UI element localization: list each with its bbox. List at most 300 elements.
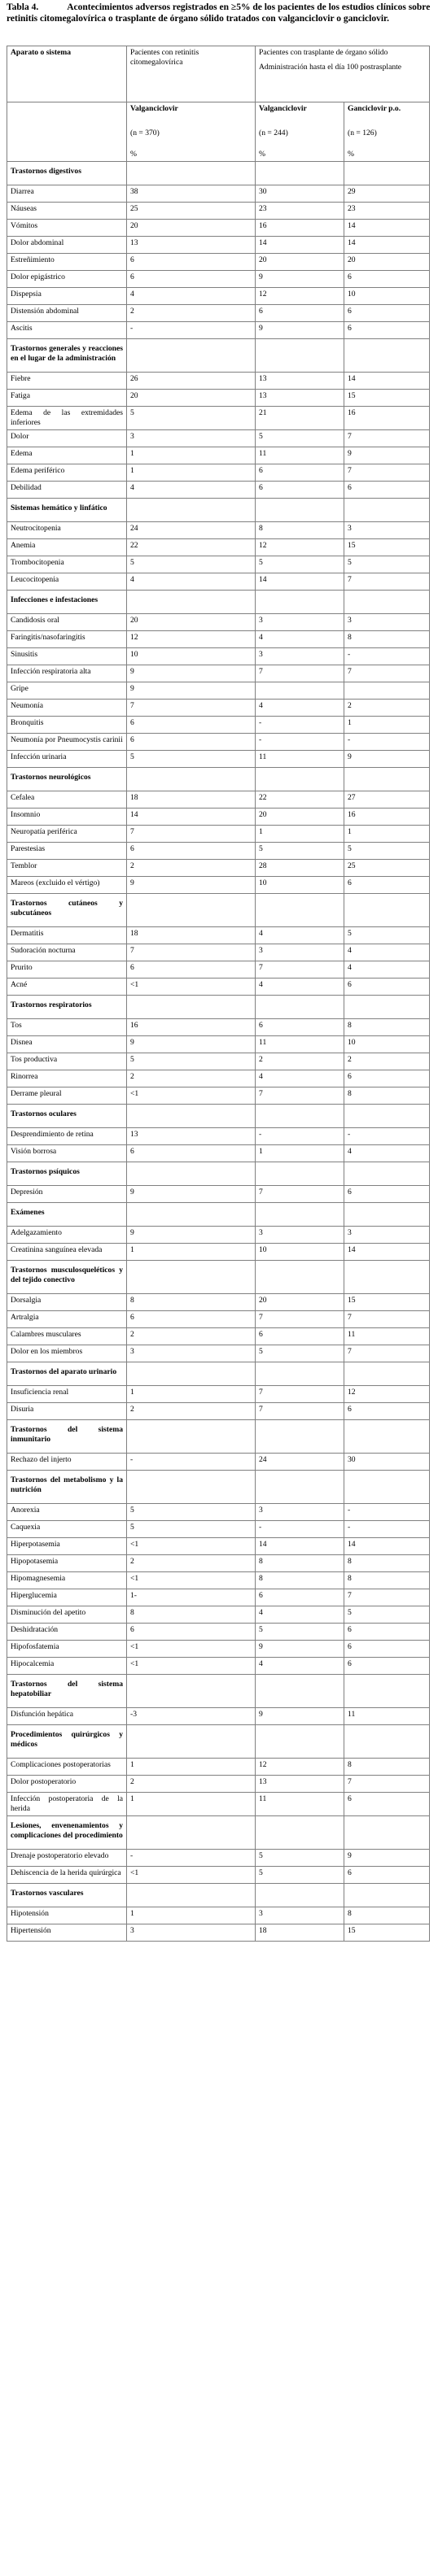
table-row — [7, 979, 430, 996]
percent-value-cell: 1 — [256, 1145, 344, 1162]
category-title: Trastornos del metabolismo y la nutrición — [7, 1471, 127, 1504]
adverse-event-term: Infección urinaria — [7, 751, 127, 768]
adverse-event-term: Hiperglucemia — [7, 1589, 127, 1606]
percent-value-cell: 4 — [256, 927, 344, 944]
table-row — [7, 1070, 430, 1087]
adverse-event-term: Dermatitis — [7, 927, 127, 944]
adverse-event-term: Desprendimiento de retina — [7, 1128, 127, 1145]
percent-value-cell: 9 — [344, 447, 430, 464]
percent-value-cell: 12 — [127, 631, 256, 648]
table-row — [7, 288, 430, 305]
adverse-event-term: Candidosis oral — [7, 614, 127, 631]
table-row — [7, 1454, 430, 1471]
percent-value-cell: 4 — [127, 288, 256, 305]
percent-value-cell: 7 — [127, 826, 256, 843]
category-title: Lesiones, envenenamientos y complicaciones del procedimiento — [7, 1816, 127, 1850]
adverse-event-term: Caquexia — [7, 1521, 127, 1538]
percent-value-cell: 4 — [256, 700, 344, 717]
percent-value-cell: - — [256, 717, 344, 734]
table-row — [7, 665, 430, 682]
percent-value-cell: 9 — [256, 1708, 344, 1725]
percent-value-cell: 10 — [256, 877, 344, 894]
percent-value-cell: - — [344, 734, 430, 751]
header-drug-unit: % — [348, 150, 354, 159]
percent-value-cell: 6 — [344, 1624, 430, 1641]
category-empty-cell — [344, 1162, 430, 1186]
adverse-event-term: Hipomagnesemia — [7, 1572, 127, 1589]
percent-value-cell: 18 — [127, 791, 256, 809]
percent-value-cell: 4 — [344, 961, 430, 979]
percent-value-cell: 16 — [344, 809, 430, 826]
category-title: Trastornos generales y reacciones en el lugar de la administración — [7, 339, 127, 373]
percent-value-cell: 20 — [344, 254, 430, 271]
adverse-event-term: Creatinina sanguínea elevada — [7, 1244, 127, 1261]
table-row — [7, 1759, 430, 1776]
percent-value-cell: 18 — [256, 1924, 344, 1942]
percent-value-cell: - — [127, 1454, 256, 1471]
category-empty-cell — [256, 591, 344, 614]
percent-value-cell: - — [127, 322, 256, 339]
percent-value-cell: 5 — [127, 751, 256, 768]
percent-value-cell: 6 — [344, 1403, 430, 1420]
adverse-event-term: Neuropatía periférica — [7, 826, 127, 843]
table-row — [7, 556, 430, 573]
category-empty-cell — [256, 499, 344, 522]
category-title: Trastornos vasculares — [7, 1884, 127, 1907]
adverse-events-table — [7, 46, 430, 1942]
percent-value-cell: 5 — [344, 927, 430, 944]
percent-value-cell: - — [344, 1521, 430, 1538]
table-row — [7, 927, 430, 944]
percent-value-cell: 6 — [127, 1624, 256, 1641]
percent-value-cell: 6 — [344, 979, 430, 996]
percent-value-cell: <1 — [127, 1658, 256, 1675]
percent-value-cell: 9 — [344, 751, 430, 768]
category-empty-cell — [127, 339, 256, 373]
percent-value-cell: 3 — [256, 1907, 344, 1924]
category-empty-cell — [256, 894, 344, 927]
percent-value-cell: 7 — [256, 1403, 344, 1420]
category-empty-cell — [344, 1471, 430, 1504]
category-empty-cell — [127, 1884, 256, 1907]
percent-value-cell: 4 — [344, 1145, 430, 1162]
percent-value-cell: 7 — [344, 573, 430, 591]
table-row — [7, 1294, 430, 1311]
table-row — [7, 464, 430, 482]
table-row — [7, 1128, 430, 1145]
percent-value-cell: 6 — [344, 482, 430, 499]
adverse-event-term: Trombocitopenia — [7, 556, 127, 573]
table-row — [7, 682, 430, 700]
table-row — [7, 1867, 430, 1884]
table-row — [7, 1708, 430, 1725]
percent-value-cell: 6 — [256, 305, 344, 322]
percent-value-cell: - — [256, 1521, 344, 1538]
category-empty-cell — [344, 894, 430, 927]
table-row — [7, 1328, 430, 1345]
table-row — [7, 1572, 430, 1589]
table-row — [7, 373, 430, 390]
category-empty-cell — [256, 1420, 344, 1454]
category-title: Trastornos respiratorios — [7, 996, 127, 1019]
percent-value-cell: 5 — [256, 430, 344, 447]
percent-value-cell: 14 — [344, 1538, 430, 1555]
table-row — [7, 1186, 430, 1203]
table-body — [7, 162, 430, 1942]
percent-value-cell: 8 — [127, 1294, 256, 1311]
category-empty-cell — [344, 499, 430, 522]
percent-value-cell: 5 — [256, 1345, 344, 1362]
adverse-event-term: Tos — [7, 1019, 127, 1036]
percent-value-cell: 4 — [256, 1606, 344, 1624]
percent-value-cell: 16 — [256, 220, 344, 237]
percent-value-cell: 13 — [256, 1776, 344, 1793]
adverse-event-term: Prurito — [7, 961, 127, 979]
adverse-event-term: Dolor epigástrico — [7, 271, 127, 288]
percent-value-cell: 2 — [256, 1053, 344, 1070]
percent-value-cell: 6 — [127, 254, 256, 271]
percent-value-cell: 6 — [127, 1145, 256, 1162]
category-empty-cell — [344, 768, 430, 791]
percent-value-cell: 7 — [344, 665, 430, 682]
table-row — [7, 522, 430, 539]
percent-value-cell: 1 — [256, 826, 344, 843]
category-row — [7, 1471, 430, 1504]
percent-value-cell: 7 — [256, 1087, 344, 1105]
table-row — [7, 734, 430, 751]
percent-value-cell: 4 — [256, 631, 344, 648]
percent-value-cell: 6 — [256, 1328, 344, 1345]
adverse-event-term: Neumonía por Pneumocystis carinii — [7, 734, 127, 751]
category-row — [7, 1261, 430, 1294]
percent-value-cell: 2 — [127, 1070, 256, 1087]
header-drug-n: (n = 244) — [259, 129, 288, 137]
percent-value-cell: 8 — [344, 1907, 430, 1924]
table-row — [7, 1311, 430, 1328]
percent-value-cell: 5 — [344, 556, 430, 573]
adverse-event-term: Debilidad — [7, 482, 127, 499]
category-empty-cell — [256, 996, 344, 1019]
percent-value-cell: 7 — [127, 700, 256, 717]
category-row — [7, 1420, 430, 1454]
adverse-event-term: Drenaje postoperatorio elevado — [7, 1850, 127, 1867]
percent-value-cell: 3 — [256, 1227, 344, 1244]
category-empty-cell — [256, 162, 344, 185]
adverse-event-term: Dispepsia — [7, 288, 127, 305]
adverse-event-term: Edema — [7, 447, 127, 464]
table-caption — [7, 2, 431, 24]
adverse-event-term: Vómitos — [7, 220, 127, 237]
percent-value-cell: 22 — [256, 791, 344, 809]
category-title: Trastornos oculares — [7, 1105, 127, 1128]
header-cmv-group-label: Pacientes con retinitis citomegalovírica — [130, 48, 199, 67]
category-title: Trastornos neurológicos — [7, 768, 127, 791]
adverse-event-term: Fatiga — [7, 390, 127, 407]
percent-value-cell: 4 — [127, 482, 256, 499]
percent-value-cell: 6 — [127, 961, 256, 979]
table-row — [7, 220, 430, 237]
percent-value-cell: 12 — [256, 539, 344, 556]
adverse-event-term: Infección respiratoria alta — [7, 665, 127, 682]
percent-value-cell: 14 — [344, 1244, 430, 1261]
adverse-event-term: Deshidratación — [7, 1624, 127, 1641]
adverse-event-term: Leucocitopenia — [7, 573, 127, 591]
percent-value-cell: 5 — [127, 1504, 256, 1521]
percent-value-cell: 12 — [256, 1759, 344, 1776]
percent-value-cell: 3 — [256, 648, 344, 665]
table-row — [7, 1403, 430, 1420]
percent-value-cell: 7 — [344, 1311, 430, 1328]
category-empty-cell — [127, 1420, 256, 1454]
percent-value-cell: 8 — [344, 1555, 430, 1572]
table-row — [7, 1924, 430, 1942]
percent-value-cell: 8 — [256, 1572, 344, 1589]
percent-value-cell: 1 — [344, 717, 430, 734]
percent-value-cell: 7 — [127, 944, 256, 961]
percent-value-cell: 6 — [256, 464, 344, 482]
percent-value-cell: 6 — [344, 305, 430, 322]
percent-value-cell: 20 — [256, 1294, 344, 1311]
percent-value-cell: 6 — [344, 1641, 430, 1658]
table-row — [7, 1606, 430, 1624]
percent-value-cell: 16 — [344, 407, 430, 430]
percent-value-cell: 9 — [127, 1186, 256, 1203]
table-row — [7, 447, 430, 464]
percent-value-cell: 1 — [127, 464, 256, 482]
percent-value-cell: 8 — [256, 522, 344, 539]
percent-value-cell: 28 — [256, 860, 344, 877]
table-row — [7, 1244, 430, 1261]
percent-value-cell: <1 — [127, 1867, 256, 1884]
adverse-event-term: Visión borrosa — [7, 1145, 127, 1162]
table-row — [7, 1087, 430, 1105]
adverse-event-term: Anemia — [7, 539, 127, 556]
table-row — [7, 322, 430, 339]
percent-value-cell: 3 — [344, 522, 430, 539]
percent-value-cell: 29 — [344, 185, 430, 203]
category-empty-cell — [344, 339, 430, 373]
category-empty-cell — [256, 1203, 344, 1227]
percent-value-cell: 23 — [256, 203, 344, 220]
percent-value-cell: 14 — [256, 237, 344, 254]
adverse-event-term: Hipertensión — [7, 1924, 127, 1942]
percent-value-cell: 4 — [256, 979, 344, 996]
table-row — [7, 539, 430, 556]
percent-value-cell: 1 — [127, 1386, 256, 1403]
category-empty-cell — [344, 1420, 430, 1454]
table-row — [7, 237, 430, 254]
percent-value-cell: 7 — [256, 961, 344, 979]
header-drug-2 — [256, 102, 344, 162]
percent-value-cell: 6 — [127, 717, 256, 734]
category-row — [7, 1675, 430, 1708]
category-row — [7, 339, 430, 373]
table-row — [7, 1624, 430, 1641]
category-empty-cell — [256, 1162, 344, 1186]
adverse-event-term: Edema periférico — [7, 464, 127, 482]
percent-value-cell: 2 — [127, 860, 256, 877]
percent-value-cell: 6 — [344, 322, 430, 339]
percent-value-cell: 5 — [127, 556, 256, 573]
adverse-event-term: Rechazo del injerto — [7, 1454, 127, 1471]
percent-value-cell: 2 — [344, 1053, 430, 1070]
category-empty-cell — [344, 1261, 430, 1294]
category-empty-cell — [127, 1816, 256, 1850]
percent-value-cell: <1 — [127, 1572, 256, 1589]
category-title: Trastornos del aparato urinario — [7, 1362, 127, 1386]
adverse-event-term: Artralgia — [7, 1311, 127, 1328]
table-row — [7, 1053, 430, 1070]
percent-value-cell: 25 — [127, 203, 256, 220]
adverse-event-term: Anorexia — [7, 1504, 127, 1521]
percent-value-cell: 12 — [256, 288, 344, 305]
header-system: Aparato o sistema — [7, 46, 127, 102]
percent-value-cell: 15 — [344, 390, 430, 407]
percent-value-cell: - — [344, 1128, 430, 1145]
percent-value-cell: 11 — [256, 751, 344, 768]
category-empty-cell — [127, 1261, 256, 1294]
adverse-event-term: Dehiscencia de la herida quirúrgica — [7, 1867, 127, 1884]
percent-value-cell: 26 — [127, 373, 256, 390]
percent-value-cell: 4 — [127, 573, 256, 591]
category-row — [7, 1203, 430, 1227]
category-empty-cell — [256, 1362, 344, 1386]
table-row — [7, 1504, 430, 1521]
adverse-event-term: Dolor postoperatorio — [7, 1776, 127, 1793]
percent-value-cell: 9 — [256, 322, 344, 339]
percent-value-cell: 2 — [127, 305, 256, 322]
percent-value-cell: 11 — [344, 1708, 430, 1725]
percent-value-cell: 6 — [127, 843, 256, 860]
category-title: Trastornos del sistema hepatobiliar — [7, 1675, 127, 1708]
percent-value-cell: 6 — [344, 877, 430, 894]
percent-value-cell: 10 — [344, 288, 430, 305]
header-sot-group — [256, 46, 430, 102]
percent-value-cell: 2 — [344, 700, 430, 717]
header-drug-name: Ganciclovir p.o. — [348, 104, 401, 113]
adverse-event-term: Tos productiva — [7, 1053, 127, 1070]
category-empty-cell — [127, 1471, 256, 1504]
category-title: Trastornos psíquicos — [7, 1162, 127, 1186]
category-empty-cell — [344, 996, 430, 1019]
percent-value-cell: 5 — [127, 1521, 256, 1538]
percent-value-cell: -3 — [127, 1708, 256, 1725]
percent-value-cell: 2 — [127, 1403, 256, 1420]
category-title: Infecciones e infestaciones — [7, 591, 127, 614]
percent-value-cell: 14 — [344, 237, 430, 254]
percent-value-cell: 9 — [127, 1227, 256, 1244]
category-row — [7, 768, 430, 791]
category-empty-cell — [344, 1816, 430, 1850]
adverse-event-term: Hipopotasemia — [7, 1555, 127, 1572]
table-row — [7, 961, 430, 979]
percent-value-cell: 3 — [256, 614, 344, 631]
adverse-event-term: Hiperpotasemia — [7, 1538, 127, 1555]
category-empty-cell — [127, 499, 256, 522]
category-row — [7, 1362, 430, 1386]
table-row — [7, 430, 430, 447]
percent-value-cell: <1 — [127, 979, 256, 996]
adverse-event-term: Diarrea — [7, 185, 127, 203]
category-title: Trastornos del sistema inmunitario — [7, 1420, 127, 1454]
category-empty-cell — [256, 339, 344, 373]
percent-value-cell: 1 — [127, 447, 256, 464]
percent-value-cell: 30 — [344, 1454, 430, 1471]
percent-value-cell: 23 — [344, 203, 430, 220]
percent-value-cell: <1 — [127, 1538, 256, 1555]
percent-value-cell: 20 — [256, 809, 344, 826]
table-row — [7, 1555, 430, 1572]
adverse-event-term: Complicaciones postoperatorias — [7, 1759, 127, 1776]
table-row — [7, 631, 430, 648]
percent-value-cell: 8 — [344, 1019, 430, 1036]
adverse-event-term: Dolor en los miembros — [7, 1345, 127, 1362]
adverse-event-term: Faringitis/nasofaringitis — [7, 631, 127, 648]
percent-value-cell: 5 — [344, 1606, 430, 1624]
percent-value-cell: 7 — [256, 1186, 344, 1203]
percent-value-cell: 3 — [256, 1504, 344, 1521]
percent-value-cell: 5 — [256, 1850, 344, 1867]
table-row — [7, 1793, 430, 1816]
adverse-event-term: Adelgazamiento — [7, 1227, 127, 1244]
percent-value-cell: 6 — [127, 1311, 256, 1328]
percent-value-cell: 16 — [127, 1019, 256, 1036]
category-empty-cell — [344, 1884, 430, 1907]
adverse-event-term: Dorsalgia — [7, 1294, 127, 1311]
percent-value-cell: 20 — [256, 254, 344, 271]
percent-value-cell: 1 — [127, 1244, 256, 1261]
adverse-event-term: Dolor abdominal — [7, 237, 127, 254]
table-row — [7, 305, 430, 322]
header-sot-subtitle: Administración hasta el día 100 postrasplante — [259, 63, 402, 72]
percent-value-cell: 2 — [127, 1555, 256, 1572]
percent-value-cell: 27 — [344, 791, 430, 809]
header-sot-group-label: Pacientes con trasplante de órgano sólido — [259, 48, 388, 57]
percent-value-cell: 8 — [344, 1572, 430, 1589]
adverse-event-term: Insomnio — [7, 809, 127, 826]
category-empty-cell — [127, 1362, 256, 1386]
table-row — [7, 614, 430, 631]
percent-value-cell: 13 — [256, 373, 344, 390]
table-row — [7, 573, 430, 591]
category-row — [7, 1725, 430, 1759]
percent-value-cell: 20 — [127, 614, 256, 631]
percent-value-cell: 5 — [256, 843, 344, 860]
table-row — [7, 271, 430, 288]
percent-value-cell: 10 — [344, 1036, 430, 1053]
category-row — [7, 1162, 430, 1186]
category-empty-cell — [344, 162, 430, 185]
percent-value-cell: 7 — [344, 1345, 430, 1362]
percent-value-cell: 9 — [127, 665, 256, 682]
category-empty-cell — [256, 768, 344, 791]
category-empty-cell — [256, 1725, 344, 1759]
header-drug-name: Valganciclovir — [130, 104, 178, 113]
adverse-event-term: Parestesias — [7, 843, 127, 860]
percent-value-cell: 8 — [344, 1759, 430, 1776]
category-empty-cell — [127, 768, 256, 791]
adverse-event-term: Disuria — [7, 1403, 127, 1420]
percent-value-cell: 1- — [127, 1589, 256, 1606]
percent-value-cell: 13 — [127, 1128, 256, 1145]
percent-value-cell: 9 — [127, 1036, 256, 1053]
percent-value-cell: 14 — [344, 373, 430, 390]
table-row — [7, 648, 430, 665]
adverse-event-term: Mareos (excluido el vértigo) — [7, 877, 127, 894]
table-row — [7, 1521, 430, 1538]
percent-value-cell: <1 — [127, 1087, 256, 1105]
percent-value-cell: - — [127, 1850, 256, 1867]
